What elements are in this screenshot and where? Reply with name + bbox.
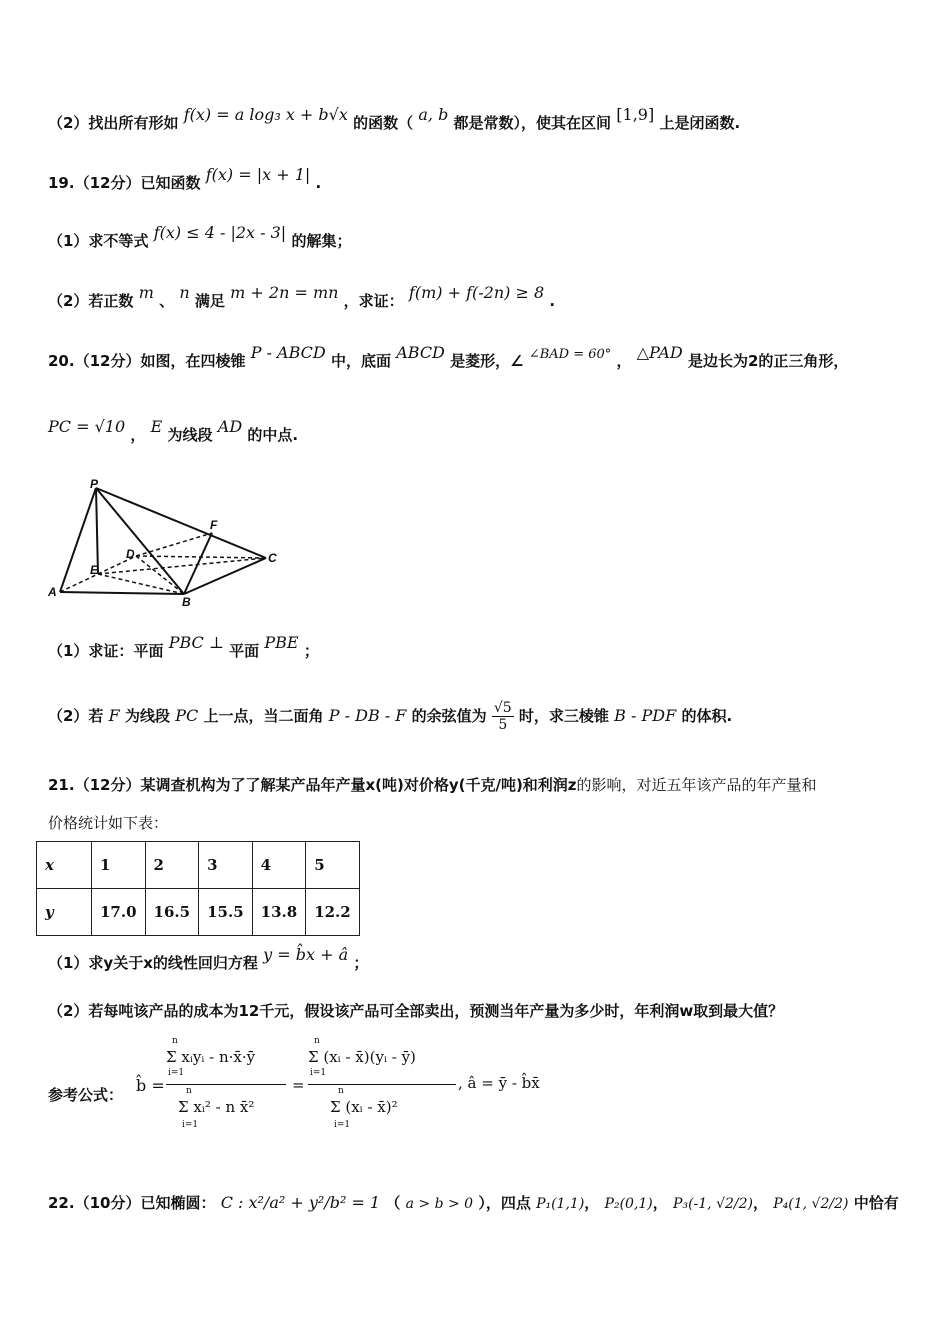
edge-PB — [96, 488, 184, 594]
label-P: P — [90, 478, 99, 491]
fraction-bar-2 — [308, 1084, 456, 1085]
table-cell: 2 — [145, 842, 199, 889]
sum-top-4: n — [338, 1086, 344, 1096]
edge-BC — [184, 558, 266, 594]
fraction-sqrt5-over-5: $\frac{√5}{5}$ — [493, 700, 512, 733]
label-D: D — [126, 547, 135, 561]
table-row-x — [37, 842, 360, 889]
table-cell: 16.5 — [145, 889, 199, 936]
sum-top-2: n — [186, 1086, 192, 1096]
table-cell: 4 — [252, 842, 306, 889]
edge-PE — [96, 488, 98, 574]
reference-label: 参考公式： — [48, 1086, 124, 1104]
sum-top-3: n — [314, 1036, 320, 1046]
q19-stem: 19.（12分）已知函数 f(x) = |x + 1| . — [48, 165, 322, 192]
q20-part2: （2）若 F 为线段 PC 上一点，当二面角 P - DB - F 的余弦值为 $\frac{√5}{5}$ 时，求三棱锥 B - PDF 的体积. — [48, 700, 733, 733]
data-table — [36, 841, 360, 936]
q21-stem-line2: 价格统计如下表： — [48, 814, 169, 832]
table-cell: y — [37, 889, 92, 936]
sum-bot-3: i=1 — [310, 1068, 327, 1078]
sum-bot-1: i=1 — [168, 1068, 185, 1078]
table-cell: 1 — [92, 842, 146, 889]
edge-DF — [136, 533, 212, 556]
edge-DC — [136, 556, 266, 558]
label-F: F — [210, 518, 218, 532]
q18-part2: （2）找出所有形如 f(x) = a log₃ x + b√x 的函数（ a, b 都是常数），使其在区间 [1,9] 上是闭函数. — [48, 105, 741, 132]
table-cell: 13.8 — [252, 889, 306, 936]
edge-AB — [60, 592, 184, 594]
q19-part2: （2）若正数 m 、 n 满足 m + 2n = mn ，求证： f(m) + f(-2n) ≥ 8 . — [48, 283, 556, 310]
table-cell: x — [37, 842, 92, 889]
sum-top-1: n — [172, 1036, 178, 1046]
sum-bot-2: i=1 — [182, 1120, 199, 1130]
numerator-2: Σ (xᵢ - x̄)(yᵢ - ȳ) — [308, 1048, 416, 1066]
q21-part1: （1）求y关于x的线性回归方程 y = b̂x + â ； — [48, 945, 369, 972]
table-cell: 12.2 — [306, 889, 360, 936]
edge-PC — [96, 488, 266, 558]
label-A: A — [48, 585, 57, 599]
denominator-1: Σ xᵢ² - n x̄² — [178, 1098, 255, 1116]
edge-EC — [98, 558, 266, 574]
q22-stem: 22.（10分）已知椭圆： C : x²/a² + y²/b² = 1 （ a > b > 0 ），四点 P₁(1,1)， P₂(0,1)， P₃(-1, √2/2)， P₄(1, √2/2) 中恰有 — [48, 1193, 899, 1212]
denominator-2: Σ (xᵢ - x̄)² — [330, 1098, 398, 1116]
edge-BF — [184, 533, 212, 594]
numerator-1: Σ xᵢyᵢ - n·x̄·ȳ — [166, 1048, 256, 1066]
table-cell: 17.0 — [92, 889, 146, 936]
table-cell: 15.5 — [199, 889, 253, 936]
q19-part1: （1）求不等式 f(x) ≤ 4 - |2x - 3| 的解集； — [48, 223, 352, 250]
pyramid-figure — [44, 478, 284, 608]
label-C: C — [268, 551, 277, 565]
sum-bot-4: i=1 — [334, 1120, 351, 1130]
q20-part1: （1）求证：平面 PBC ⊥ 平面 PBE ； — [48, 633, 319, 660]
label-E: E — [90, 563, 99, 577]
q21-part2: （2）若每吨该产品的成本为12千元，假设该产品可全部卖出，预测当年产量为多少时，年利润w取到最大值？ — [48, 1002, 784, 1020]
label-B: B — [182, 595, 191, 608]
table-cell: 3 — [199, 842, 253, 889]
fraction-bar-1 — [166, 1084, 286, 1085]
q20-stem-line2: PC = √10 ， E 为线段 AD 的中点. — [48, 417, 299, 444]
q20-stem-line1: 20.（12分）如图，在四棱锥 P - ABCD 中，底面 ABCD 是菱形，∠ ∠BAD = 60° ， △PAD 是边长为2的正三角形， — [48, 343, 849, 370]
table-cell: 5 — [306, 842, 360, 889]
table-row-y — [37, 889, 360, 936]
q21-stem-line1: 21.（12分）某调查机构为了了解某产品年产量x(吨)对价格y(千克/吨)和利润z的影响，对近五年该产品的年产量和 — [48, 776, 817, 794]
